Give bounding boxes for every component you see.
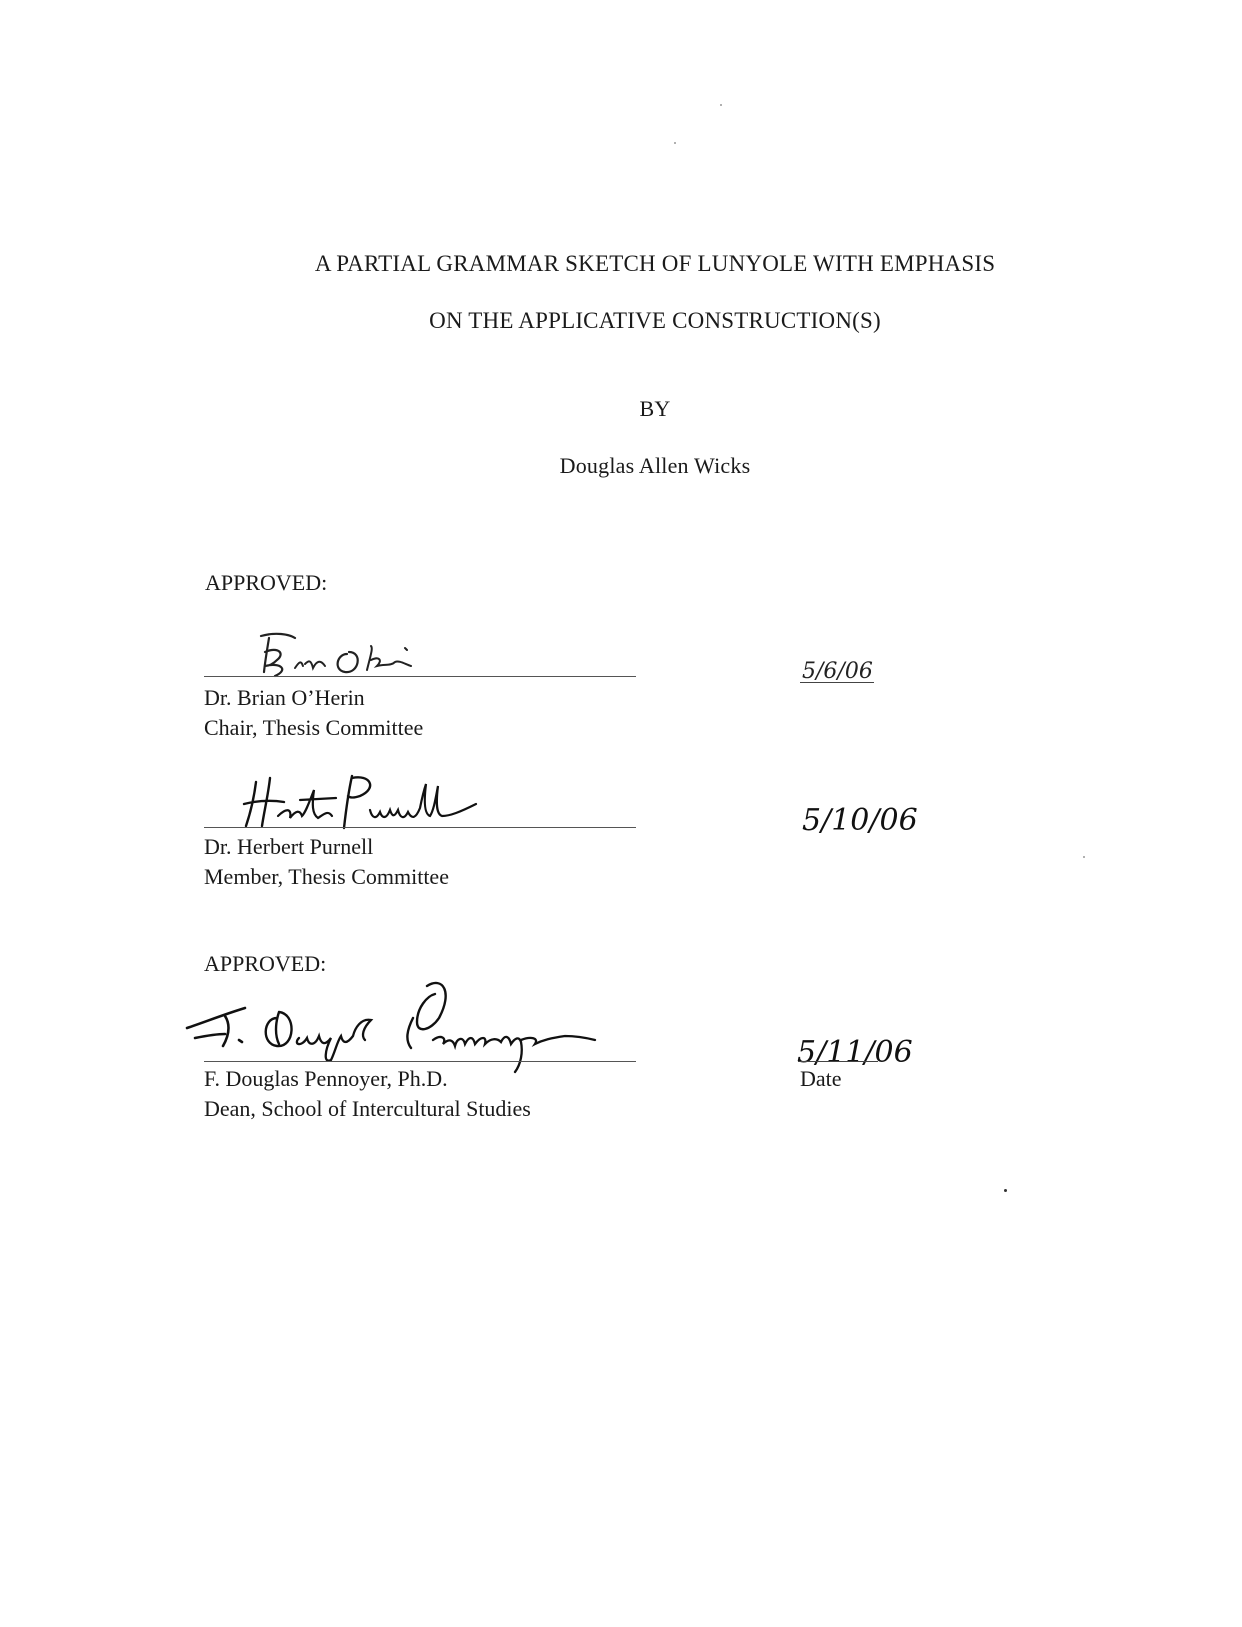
- date-line-1: [800, 682, 874, 683]
- signatory-2-name: Dr. Herbert Purnell: [204, 834, 374, 859]
- scan-speck: [674, 142, 676, 144]
- thesis-title-line-1: A PARTIAL GRAMMAR SKETCH OF LUNYOLE WITH EMPHASIS: [314, 251, 996, 276]
- dean-name: F. Douglas Pennoyer, Ph.D.: [204, 1066, 448, 1091]
- signatory-2-handwritten-date: [800, 800, 918, 840]
- svg-text:5/10/06: 5/10/06: [802, 803, 918, 838]
- thesis-title-line-2: ON THE APPLICATIVE CONSTRUCTION(S): [429, 308, 881, 333]
- brian-oherin-signature: [255, 630, 425, 680]
- herbert-purnell-signature: [240, 770, 480, 830]
- signatory-2-role: Member, Thesis Committee: [204, 864, 449, 889]
- signature-line-2: [204, 827, 636, 828]
- scan-speck: [1004, 1189, 1007, 1192]
- signatory-1-handwritten-date: [800, 656, 880, 684]
- date-label: Date: [800, 1066, 842, 1091]
- signatory-1-name: Dr. Brian O’Herin: [204, 685, 365, 710]
- dean-approved-label: APPROVED:: [204, 951, 327, 976]
- signature-line-1: [204, 676, 636, 677]
- date-line-3: [798, 1061, 878, 1062]
- svg-text:5/6/06: 5/6/06: [802, 659, 873, 684]
- scan-speck: [1083, 856, 1085, 858]
- dean-role: Dean, School of Intercultural Studies: [204, 1096, 531, 1121]
- author-name: Douglas Allen Wicks: [559, 453, 751, 478]
- scan-speck: [720, 104, 722, 106]
- by-label: BY: [639, 396, 671, 421]
- svg-text:5/11/06: 5/11/06: [797, 1035, 913, 1070]
- signatory-1-role: Chair, Thesis Committee: [204, 715, 424, 740]
- signature-line-3: [204, 1061, 636, 1062]
- committee-approved-label: APPROVED:: [205, 570, 328, 595]
